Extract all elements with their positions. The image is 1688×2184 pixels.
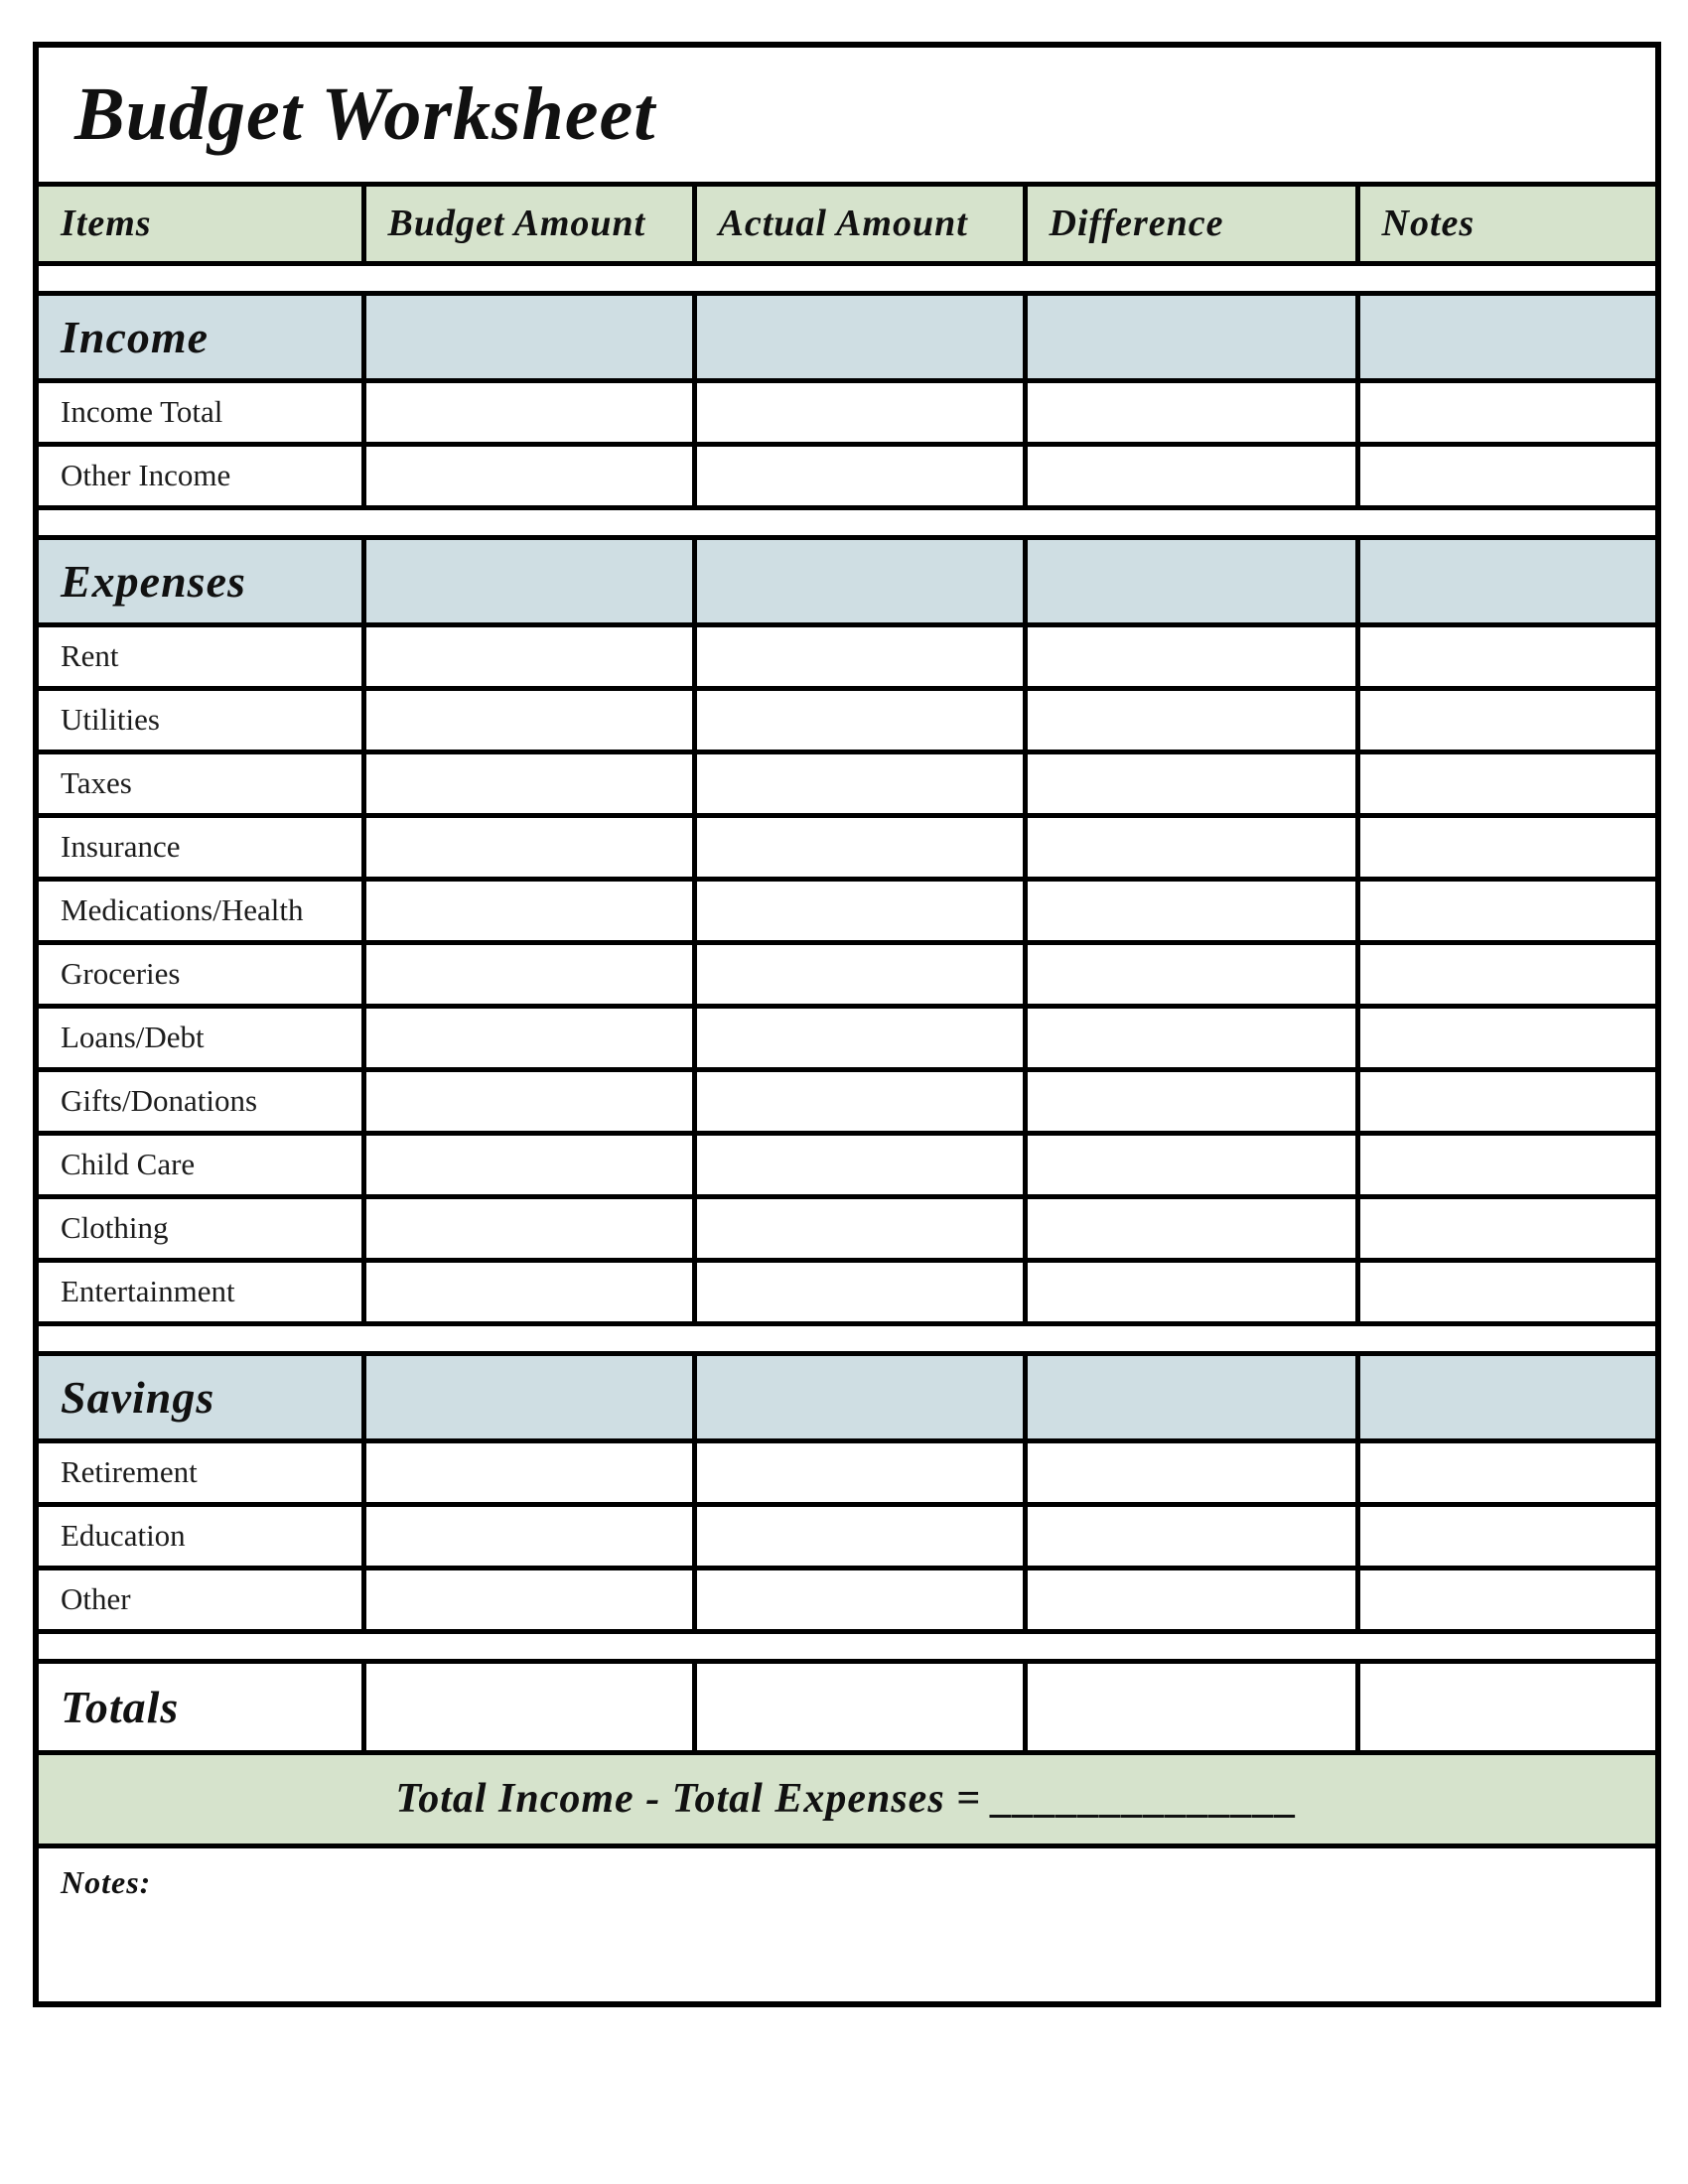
section-header-row-savings — [36, 1353, 1658, 1440]
notes-cell — [1357, 624, 1658, 688]
row-label: Rent — [36, 624, 363, 688]
notes-row — [36, 1845, 1658, 2004]
budget-amount-cell — [363, 688, 694, 751]
section-header-cell — [1357, 293, 1658, 380]
difference-cell — [1025, 942, 1357, 1006]
difference-cell — [1025, 1504, 1357, 1568]
spacer-cell — [36, 1631, 1658, 1661]
table-row-taxes — [36, 751, 1658, 815]
difference-cell — [1025, 751, 1357, 815]
totals-actual-amount-cell — [694, 1661, 1025, 1752]
spacer-row — [36, 1323, 1658, 1353]
notes-cell — [1357, 879, 1658, 942]
notes-label: Notes: — [61, 1863, 152, 1900]
budget-amount-cell — [363, 751, 694, 815]
notes-cell — [1357, 380, 1658, 444]
row-label: Insurance — [36, 815, 363, 879]
row-label: Other Income — [36, 444, 363, 507]
section-header-cell — [363, 1353, 694, 1440]
spacer-row — [36, 507, 1658, 537]
totals-budget-amount-cell — [363, 1661, 694, 1752]
table-row-medications-health — [36, 879, 1658, 942]
section-header-cell — [694, 537, 1025, 624]
col-header-actual-amount: Actual Amount — [694, 184, 1025, 263]
table-row-entertainment — [36, 1260, 1658, 1323]
totals-header: Totals — [36, 1661, 363, 1752]
spacer-row — [36, 1631, 1658, 1661]
table-row-utilities — [36, 688, 1658, 751]
budget-amount-cell — [363, 879, 694, 942]
section-header-savings: Savings — [36, 1353, 363, 1440]
budget-amount-cell — [363, 1440, 694, 1504]
budget-amount-cell — [363, 380, 694, 444]
row-label: Utilities — [36, 688, 363, 751]
table-row-child-care — [36, 1133, 1658, 1196]
actual-amount-cell — [694, 1006, 1025, 1069]
notes-cell — [1357, 1196, 1658, 1260]
title-cell — [36, 45, 1658, 184]
actual-amount-cell — [694, 942, 1025, 1006]
notes-cell — [1357, 1069, 1658, 1133]
column-header-row — [36, 184, 1658, 263]
table-row-clothing — [36, 1196, 1658, 1260]
actual-amount-cell — [694, 1069, 1025, 1133]
budget-amount-cell — [363, 1196, 694, 1260]
difference-cell — [1025, 1006, 1357, 1069]
table-row-gifts-donations — [36, 1069, 1658, 1133]
spacer-cell — [36, 507, 1658, 537]
table-row-loans-debt — [36, 1006, 1658, 1069]
table-row-groceries — [36, 942, 1658, 1006]
actual-amount-cell — [694, 380, 1025, 444]
section-header-cell — [363, 537, 694, 624]
difference-cell — [1025, 444, 1357, 507]
row-label: Retirement — [36, 1440, 363, 1504]
actual-amount-cell — [694, 688, 1025, 751]
table-row-other — [36, 1568, 1658, 1631]
actual-amount-cell — [694, 444, 1025, 507]
difference-cell — [1025, 1260, 1357, 1323]
budget-amount-cell — [363, 942, 694, 1006]
table-row-retirement — [36, 1440, 1658, 1504]
notes-area — [36, 1845, 1658, 2004]
row-label: Child Care — [36, 1133, 363, 1196]
row-label: Education — [36, 1504, 363, 1568]
row-label: Clothing — [36, 1196, 363, 1260]
actual-amount-cell — [694, 1133, 1025, 1196]
section-header-cell — [1025, 1353, 1357, 1440]
section-header-income: Income — [36, 293, 363, 380]
col-header-items: Items — [36, 184, 363, 263]
notes-cell — [1357, 1504, 1658, 1568]
notes-cell — [1357, 1006, 1658, 1069]
budget-amount-cell — [363, 815, 694, 879]
notes-cell — [1357, 688, 1658, 751]
difference-cell — [1025, 1568, 1357, 1631]
difference-cell — [1025, 380, 1357, 444]
budget-amount-cell — [363, 1006, 694, 1069]
budget-amount-cell — [363, 624, 694, 688]
section-header-row-expenses — [36, 537, 1658, 624]
totals-row — [36, 1661, 1658, 1752]
title-row — [36, 45, 1658, 184]
row-label: Income Total — [36, 380, 363, 444]
totals-difference-cell — [1025, 1661, 1357, 1752]
notes-cell — [1357, 444, 1658, 507]
difference-cell — [1025, 1440, 1357, 1504]
col-header-difference: Difference — [1025, 184, 1357, 263]
actual-amount-cell — [694, 624, 1025, 688]
difference-cell — [1025, 1196, 1357, 1260]
actual-amount-cell — [694, 1440, 1025, 1504]
row-label: Taxes — [36, 751, 363, 815]
table-row-education — [36, 1504, 1658, 1568]
summary-formula: Total Income - Total Expenses = ______________ — [395, 1776, 1299, 1822]
table-row-insurance — [36, 815, 1658, 879]
spacer-row — [36, 263, 1658, 293]
budget-amount-cell — [363, 1260, 694, 1323]
notes-cell — [1357, 815, 1658, 879]
notes-cell — [1357, 942, 1658, 1006]
notes-cell — [1357, 1440, 1658, 1504]
table-row-rent — [36, 624, 1658, 688]
actual-amount-cell — [694, 1196, 1025, 1260]
section-header-cell — [363, 293, 694, 380]
row-label: Other — [36, 1568, 363, 1631]
actual-amount-cell — [694, 815, 1025, 879]
section-header-cell — [1357, 1353, 1658, 1440]
row-label: Groceries — [36, 942, 363, 1006]
actual-amount-cell — [694, 1504, 1025, 1568]
actual-amount-cell — [694, 879, 1025, 942]
actual-amount-cell — [694, 1260, 1025, 1323]
difference-cell — [1025, 815, 1357, 879]
summary-cell — [36, 1752, 1658, 1845]
section-header-cell — [694, 293, 1025, 380]
budget-amount-cell — [363, 1133, 694, 1196]
difference-cell — [1025, 688, 1357, 751]
budget-amount-cell — [363, 444, 694, 507]
budget-amount-cell — [363, 1069, 694, 1133]
table-row-income-total — [36, 380, 1658, 444]
totals-notes-cell — [1357, 1661, 1658, 1752]
spacer-cell — [36, 263, 1658, 293]
difference-cell — [1025, 624, 1357, 688]
section-header-cell — [1025, 537, 1357, 624]
row-label: Medications/Health — [36, 879, 363, 942]
section-header-row-income — [36, 293, 1658, 380]
budget-amount-cell — [363, 1568, 694, 1631]
difference-cell — [1025, 1133, 1357, 1196]
page-title: Budget Worksheet — [74, 72, 656, 157]
budget-amount-cell — [363, 1504, 694, 1568]
col-header-notes: Notes — [1357, 184, 1658, 263]
difference-cell — [1025, 1069, 1357, 1133]
summary-row — [36, 1752, 1658, 1845]
notes-cell — [1357, 751, 1658, 815]
section-header-cell — [1357, 537, 1658, 624]
difference-cell — [1025, 879, 1357, 942]
notes-cell — [1357, 1568, 1658, 1631]
table-row-other-income — [36, 444, 1658, 507]
section-header-cell — [1025, 293, 1357, 380]
row-label: Loans/Debt — [36, 1006, 363, 1069]
notes-cell — [1357, 1133, 1658, 1196]
section-header-expenses: Expenses — [36, 537, 363, 624]
actual-amount-cell — [694, 751, 1025, 815]
budget-worksheet-table — [33, 42, 1661, 2007]
actual-amount-cell — [694, 1568, 1025, 1631]
row-label: Gifts/Donations — [36, 1069, 363, 1133]
col-header-budget-amount: Budget Amount — [363, 184, 694, 263]
spacer-cell — [36, 1323, 1658, 1353]
section-header-cell — [694, 1353, 1025, 1440]
notes-cell — [1357, 1260, 1658, 1323]
row-label: Entertainment — [36, 1260, 363, 1323]
